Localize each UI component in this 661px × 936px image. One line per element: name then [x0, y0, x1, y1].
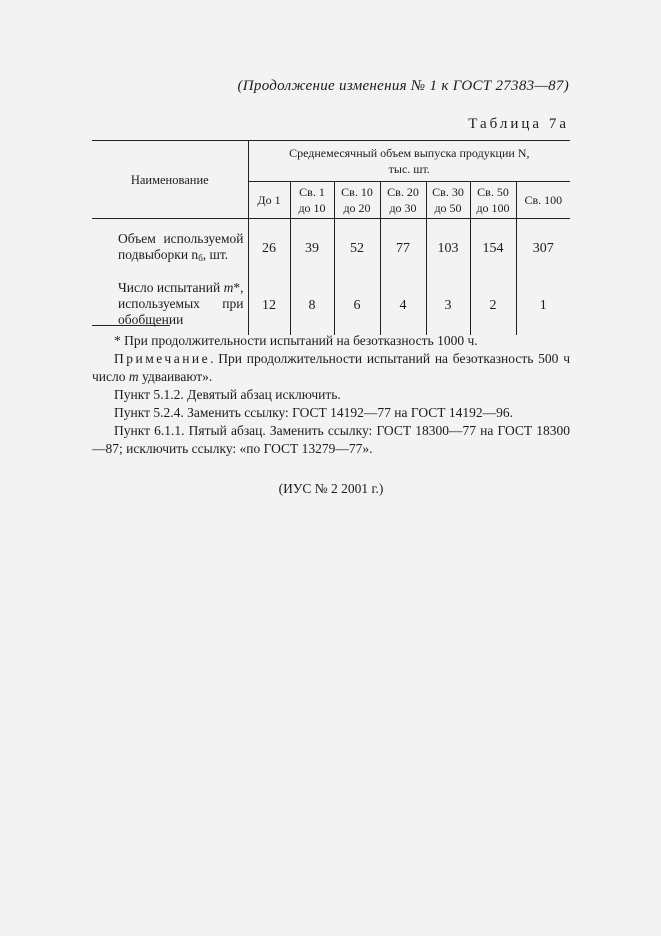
value-cell: 103 — [426, 219, 470, 277]
value-cell: 6 — [334, 276, 380, 335]
column-header-line1: До 1 — [257, 193, 281, 207]
value-cell: 39 — [290, 219, 334, 277]
column-header-line1: Св. 50 — [477, 185, 509, 199]
row-name-subscript: б — [198, 252, 203, 263]
value-cell: 2 — [470, 276, 516, 335]
data-table — [92, 140, 570, 335]
value-cell: 77 — [380, 219, 426, 277]
column-header-line1: Св. 100 — [524, 193, 563, 207]
row-name-text: Объем используемой подвыборки n — [118, 230, 244, 262]
ius-reference: (ИУС № 2 2001 г.) — [278, 481, 384, 496]
volume-group-header — [248, 141, 570, 182]
item-5-1-2: Пункт 5.1.2. Девятый абзац исключить. — [114, 387, 341, 402]
table-title: Таблица 7а — [468, 116, 569, 132]
row-name — [92, 219, 248, 277]
notes-block — [92, 332, 570, 498]
remark — [92, 350, 570, 386]
column-header — [380, 182, 426, 219]
value-cell: 8 — [290, 276, 334, 335]
value-cell: 3 — [426, 276, 470, 335]
column-header — [516, 182, 570, 219]
item-5-2-4: Пункт 5.2.4. Заменить ссылку: ГОСТ 14192—77 на ГОСТ 14192—96. — [114, 405, 514, 420]
remark-text-end: удваивают». — [138, 369, 213, 384]
footnote-rule — [92, 325, 170, 326]
remark-variable: m — [128, 369, 139, 384]
column-header-line2: до 100 — [476, 201, 510, 215]
row-name — [92, 276, 248, 335]
column-header-line1: Св. 20 — [387, 185, 419, 199]
column-header — [470, 182, 516, 219]
column-header-line1: Св. 30 — [432, 185, 464, 199]
row-name-variable: m — [223, 280, 234, 295]
row-name-text: Число испытаний — [118, 280, 221, 295]
table-row — [92, 276, 570, 335]
column-header — [248, 182, 290, 219]
remark-text: . При продолжительности испытаний на безотказность 500 ч число — [92, 351, 570, 384]
column-header — [426, 182, 470, 219]
column-header — [290, 182, 334, 219]
value-cell: 4 — [380, 276, 426, 335]
value-cell: 1 — [516, 276, 570, 335]
value-cell: 154 — [470, 219, 516, 277]
item-6-1-1: Пункт 6.1.1. Пятый абзац. Заменить ссылку: ГОСТ 18300—77 на ГОСТ 18300—87; исключить ссылку: «по ГОСТ 13279—77». — [92, 423, 570, 456]
value-cell: 52 — [334, 219, 380, 277]
column-header-line2: до 30 — [389, 201, 417, 215]
column-header — [334, 182, 380, 219]
row-name-tail: *, используемых при обобщении — [118, 280, 244, 327]
column-header-line2: до 50 — [434, 201, 462, 215]
column-header-line1: Св. 1 — [299, 185, 325, 199]
name-column-header: Наименование — [92, 141, 248, 219]
value-cell: 26 — [248, 219, 290, 277]
footnote: * При продолжительности испытаний на безотказность 1000 ч. — [114, 333, 478, 348]
column-header-line2: до 10 — [298, 201, 326, 215]
value-cell: 307 — [516, 219, 570, 277]
group-header-line1: Среднемесячный объем выпуска продукции N, — [289, 146, 530, 160]
continuation-header: (Продолжение изменения № 1 к ГОСТ 27383—87) — [237, 78, 569, 94]
group-header-line2: тыс. шт. — [388, 162, 430, 176]
column-header-line2: до 20 — [343, 201, 371, 215]
remark-label: Примечание — [114, 351, 211, 366]
value-cell: 12 — [248, 276, 290, 335]
table-row — [92, 219, 570, 277]
column-header-line1: Св. 10 — [341, 185, 373, 199]
row-name-tail: , шт. — [202, 246, 229, 262]
